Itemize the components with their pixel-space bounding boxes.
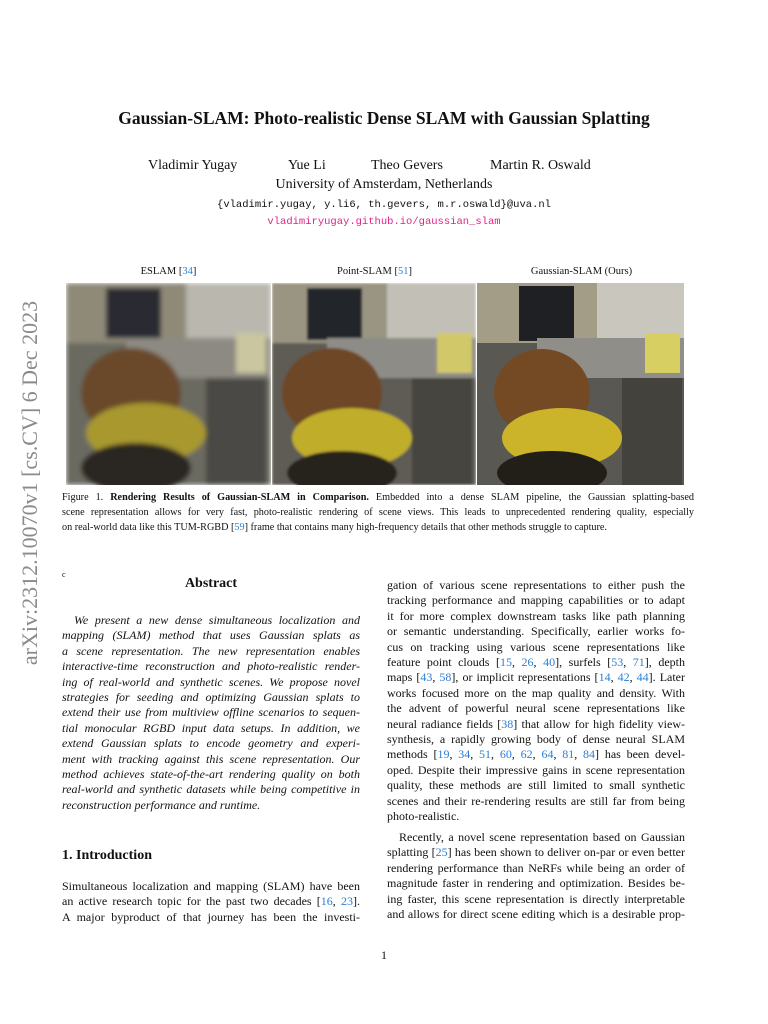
- citation-link[interactable]: 60: [499, 747, 512, 762]
- text-segment: ].: [353, 894, 361, 909]
- text-segment: We present a new dense simultaneous localization and: [74, 613, 360, 627]
- text-segment: extend their use from multiview offline scenarios to sequen-: [62, 705, 360, 720]
- text-segment: ment with tracking against this scene representation. Our: [62, 751, 360, 766]
- citation-link[interactable]: 64: [541, 747, 554, 762]
- text-segment: mapping (SLAM) method that uses Gaussian splats as: [62, 628, 360, 643]
- text-line: [387, 876, 685, 891]
- text-segment: the advent of powerful neural scene representations like: [387, 701, 685, 716]
- text-line: [387, 624, 685, 639]
- arxiv-identifier: arXiv:2312.10070v1 [cs.CV] 6 Dec 2023: [17, 300, 42, 666]
- text-segment: an active research topic for the past two decades [: [62, 894, 321, 909]
- text-segment: ] has been shown to deliver on-par or even better: [447, 845, 685, 860]
- panel-label-gaussian-slam: Gaussian-SLAM (Ours): [530, 266, 633, 277]
- text-segment: ,: [332, 894, 342, 909]
- text-segment: on real-world data like this TUM-RGBD [: [62, 522, 235, 533]
- text-line: [387, 907, 685, 922]
- text-line: [62, 879, 360, 894]
- text-line: [62, 644, 360, 659]
- rendering-image-point-slam: [272, 283, 476, 485]
- text-segment: splatting [: [387, 845, 436, 860]
- text-segment: feature point clouds [: [387, 655, 500, 669]
- text-line: [387, 640, 685, 655]
- text-segment: ,: [511, 655, 522, 669]
- text-line: [387, 593, 685, 608]
- text-segment: ] that allow for high fidelity view-: [513, 716, 685, 731]
- text-line: [387, 845, 685, 860]
- text-line: [387, 578, 685, 593]
- text-segment: ], surfels [: [555, 655, 612, 669]
- text-segment: ] frame that contains many high-frequency details that other methods struggle to capture.: [244, 522, 607, 533]
- stray-mark: c: [62, 570, 66, 579]
- text-segment: neural radiance fields [: [387, 716, 502, 731]
- text-line: [62, 705, 360, 720]
- text-segment: ] has been devel-: [595, 747, 686, 762]
- citation-link[interactable]: 38: [501, 716, 514, 731]
- text-segment: ,: [623, 655, 633, 669]
- text-segment: ,: [511, 747, 521, 762]
- text-line: [74, 613, 360, 628]
- text-line: [387, 609, 685, 624]
- text-segment: interactive-time reconstruction and photo-realistic render-: [62, 659, 360, 674]
- panel-label-point-slam: Point-SLAM [51]: [337, 266, 412, 277]
- text-line: [62, 490, 694, 505]
- text-line: [62, 628, 360, 643]
- author-name: Theo Gevers: [371, 158, 443, 173]
- paper-title: Gaussian-SLAM: Photo-realistic Dense SLAM with Gaussian Splatting: [118, 108, 650, 128]
- text-line: [387, 794, 685, 809]
- text-line: [387, 717, 685, 732]
- citation-link[interactable]: 51: [479, 747, 492, 762]
- citation-link[interactable]: 81: [562, 747, 575, 762]
- text-line: [387, 732, 685, 747]
- figure-label: Figure 1.: [62, 492, 111, 503]
- text-segment: A major byproduct of that journey has been the investi-: [62, 909, 360, 924]
- text-segment: ing of real-world and synthetic scenes. We propose novel: [62, 674, 360, 689]
- text-segment: scenes and their re-rendering results are still far from being: [387, 793, 685, 808]
- text-segment: extend Gaussian splats to encode geometry and experi-: [62, 736, 360, 751]
- text-segment: a scene representation. The new representation enables: [62, 643, 360, 658]
- citation-link[interactable]: 42: [617, 670, 630, 685]
- text-line: [387, 763, 685, 778]
- text-segment: method achieves state-of-the-art rendering quality on both: [62, 767, 360, 781]
- citation-link[interactable]: 19: [437, 747, 450, 762]
- citation-link[interactable]: 34: [182, 266, 193, 277]
- text-line: [387, 892, 685, 907]
- citation-link[interactable]: 58: [439, 670, 452, 685]
- text-segment: ]. Later: [648, 670, 686, 685]
- text-line: [387, 670, 685, 685]
- citation-link[interactable]: 26: [521, 655, 534, 669]
- text-segment: reconstruction performance and runtime.: [62, 797, 261, 812]
- text-line: [62, 520, 694, 535]
- citation-link[interactable]: 40: [543, 655, 556, 669]
- text-line: [62, 894, 360, 909]
- text-segment: photo-realistic.: [387, 809, 460, 823]
- citation-link[interactable]: 34: [458, 747, 471, 762]
- text-segment: ,: [491, 747, 500, 762]
- citation-link[interactable]: 14: [598, 670, 611, 685]
- text-line: [62, 505, 694, 520]
- citation-link[interactable]: 43: [420, 670, 433, 685]
- text-segment: real-world and synthetic datasets while being competitive in: [62, 782, 360, 797]
- text-segment: cus on tracking using various scene representations like: [387, 639, 685, 654]
- text-segment: tracking performance and mapping capabilities or to adapt: [387, 593, 685, 608]
- text-line: [62, 690, 360, 705]
- text-line: [62, 767, 360, 782]
- rendering-image-eslam: [66, 283, 271, 485]
- text-line: [62, 721, 360, 736]
- text-segment: ing faster, this scene representation is directly interpretable: [387, 891, 685, 906]
- author-emails: {vladimir.yugay, y.li6, th.gevers, m.r.oswald}@uva.nl: [217, 199, 551, 211]
- text-line: [387, 809, 685, 824]
- author-name: Yue Li: [288, 158, 326, 173]
- introduction-heading: 1. Introduction: [62, 848, 152, 863]
- text-segment: Embedded into a dense SLAM pipeline, the Gaussian splatting-based: [368, 492, 694, 503]
- text-segment: synthesis, a rapidly growing body of dense neural SLAM: [387, 732, 685, 746]
- author-name: Vladimir Yugay: [148, 158, 238, 173]
- citation-link[interactable]: 71: [632, 655, 645, 669]
- text-segment: ], or implicit representations [: [451, 670, 599, 685]
- text-line: [387, 655, 685, 670]
- text-segment: it for more complex downstream tasks like path planning: [387, 608, 685, 623]
- citation-link[interactable]: 51: [397, 266, 409, 277]
- text-segment: rendering performance than NeRFs while being an order of: [387, 860, 685, 875]
- text-segment: ], depth: [644, 655, 685, 669]
- text-segment: gation of various scene representations to either push the: [387, 578, 685, 592]
- text-segment: ,: [574, 747, 584, 762]
- text-segment: ,: [629, 670, 637, 685]
- text-segment: Simultaneous localization and mapping (SLAM) have been: [62, 879, 360, 893]
- citation-link[interactable]: 84: [583, 747, 596, 762]
- text-line: [62, 752, 360, 767]
- text-line: [387, 778, 685, 793]
- text-line: [387, 747, 685, 762]
- text-segment: and allows for direct scene editing which is a desirable prop-: [387, 907, 685, 921]
- text-segment: ,: [432, 670, 440, 685]
- text-segment: scene representation allows for very fast, photo-realistic rendering of scene views. This leads to unprecedented rendering quality, especially: [62, 507, 694, 518]
- text-line: [62, 798, 360, 813]
- project-link[interactable]: vladimiryugay.github.io/gaussian_slam: [267, 216, 501, 228]
- text-segment: ,: [610, 670, 618, 685]
- text-segment: Recently, a novel scene representation based on Gaussian: [399, 830, 685, 844]
- citation-link[interactable]: 59: [234, 522, 245, 533]
- citation-link[interactable]: 23: [341, 894, 354, 909]
- text-segment: maps [: [387, 670, 421, 685]
- citation-link[interactable]: 25: [435, 845, 448, 860]
- text-segment: ,: [532, 747, 542, 762]
- citation-link[interactable]: 62: [520, 747, 533, 762]
- text-segment: methods [: [387, 747, 438, 762]
- affiliation: University of Amsterdam, Netherlands: [275, 177, 493, 192]
- text-segment: ,: [533, 655, 544, 669]
- author-name: Martin R. Oswald: [490, 158, 591, 173]
- text-segment: or semantic understanding. Specifically, earlier works fo-: [387, 624, 685, 639]
- text-segment: works focused more on the map quality and density. With: [387, 685, 685, 700]
- citation-link[interactable]: 53: [611, 655, 624, 669]
- caption-title: Rendering Results of Gaussian-SLAM in Comparison.: [110, 492, 369, 503]
- text-line: [62, 910, 360, 925]
- abstract-heading: Abstract: [184, 576, 238, 591]
- text-line: [62, 675, 360, 690]
- text-segment: magnitude faster in rendering and optimization. Besides be-: [387, 876, 685, 891]
- text-line: [387, 701, 685, 716]
- text-line: [387, 686, 685, 701]
- text-line: [62, 736, 360, 751]
- text-segment: ,: [553, 747, 563, 762]
- panel-label-eslam: ESLAM [34]: [140, 266, 197, 277]
- citation-link[interactable]: 16: [320, 894, 333, 909]
- text-segment: tial monocular RGBD input data setups. In addition, we: [62, 720, 360, 735]
- page-number: 1: [381, 948, 387, 962]
- text-line: [399, 830, 685, 845]
- citation-link[interactable]: 44: [636, 670, 649, 685]
- text-segment: quality, these methods are still limited to small synthetic: [387, 778, 685, 793]
- text-line: [387, 861, 685, 876]
- rendering-image-gaussian-slam: [477, 283, 684, 485]
- text-segment: strategies for seeding and optimizing Gaussian splats to: [62, 690, 360, 704]
- text-segment: ,: [449, 747, 459, 762]
- text-segment: ,: [470, 747, 480, 762]
- text-line: [62, 659, 360, 674]
- text-segment: oped. Despite their impressive gains in scene representation: [387, 762, 685, 777]
- citation-link[interactable]: 15: [499, 655, 512, 669]
- text-line: [62, 782, 360, 797]
